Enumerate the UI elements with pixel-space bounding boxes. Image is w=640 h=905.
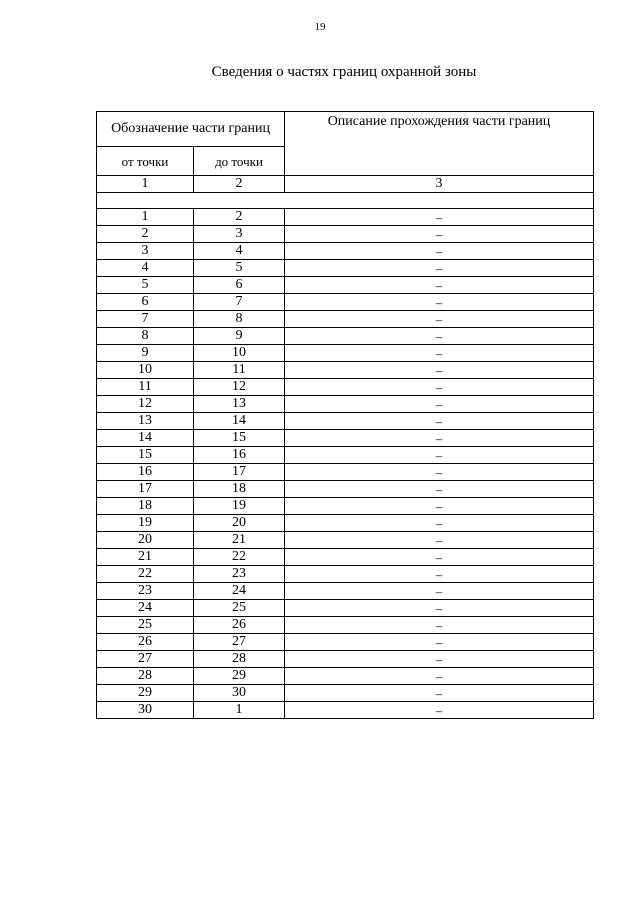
to-point-cell: 10 (194, 345, 285, 362)
table-row (97, 532, 594, 549)
table-row (97, 311, 594, 328)
column-number: 3 (285, 176, 594, 193)
from-point-cell: 4 (97, 260, 194, 277)
description-cell: – (285, 294, 594, 311)
description-cell: – (285, 498, 594, 515)
column-number-row (97, 176, 594, 193)
to-point-cell: 9 (194, 328, 285, 345)
to-point-cell: 7 (194, 294, 285, 311)
table-row (97, 634, 594, 651)
table-row (97, 464, 594, 481)
empty-cell (97, 193, 594, 209)
table-row (97, 447, 594, 464)
to-point-cell: 23 (194, 566, 285, 583)
table-row (97, 498, 594, 515)
description-cell: – (285, 515, 594, 532)
from-point-cell: 15 (97, 447, 194, 464)
to-point-cell: 1 (194, 702, 285, 719)
description-cell: – (285, 668, 594, 685)
table-row (97, 549, 594, 566)
to-point-cell: 29 (194, 668, 285, 685)
to-point-cell: 6 (194, 277, 285, 294)
table-row (97, 362, 594, 379)
to-point-cell: 24 (194, 583, 285, 600)
table-row (97, 617, 594, 634)
from-point-cell: 1 (97, 209, 194, 226)
description-cell: – (285, 532, 594, 549)
from-point-cell: 27 (97, 651, 194, 668)
table-row (97, 566, 594, 583)
to-point-cell: 4 (194, 243, 285, 260)
table-row (97, 277, 594, 294)
from-point-cell: 16 (97, 464, 194, 481)
to-point-cell: 8 (194, 311, 285, 328)
description-cell: – (285, 209, 594, 226)
table-row (97, 481, 594, 498)
to-point-cell: 15 (194, 430, 285, 447)
header-designation: Обозначение части границ (97, 112, 285, 147)
to-point-cell: 26 (194, 617, 285, 634)
table-header-row (97, 112, 594, 147)
to-point-cell: 22 (194, 549, 285, 566)
from-point-cell: 19 (97, 515, 194, 532)
description-cell: – (285, 651, 594, 668)
header-description: Описание прохождения части границ (285, 112, 594, 176)
to-point-cell: 16 (194, 447, 285, 464)
to-point-cell: 2 (194, 209, 285, 226)
column-number: 1 (97, 176, 194, 193)
to-point-cell: 18 (194, 481, 285, 498)
from-point-cell: 11 (97, 379, 194, 396)
from-point-cell: 2 (97, 226, 194, 243)
from-point-cell: 21 (97, 549, 194, 566)
description-cell: – (285, 430, 594, 447)
to-point-cell: 5 (194, 260, 285, 277)
table-row (97, 430, 594, 447)
from-point-cell: 25 (97, 617, 194, 634)
description-cell: – (285, 328, 594, 345)
description-cell: – (285, 379, 594, 396)
description-cell: – (285, 549, 594, 566)
from-point-cell: 17 (97, 481, 194, 498)
description-cell: – (285, 685, 594, 702)
table-row (97, 260, 594, 277)
to-point-cell: 17 (194, 464, 285, 481)
header-from-point: от точки (97, 147, 194, 176)
empty-separator-row (97, 193, 594, 209)
from-point-cell: 3 (97, 243, 194, 260)
table-row (97, 651, 594, 668)
to-point-cell: 11 (194, 362, 285, 379)
description-cell: – (285, 243, 594, 260)
description-cell: – (285, 226, 594, 243)
table-row (97, 583, 594, 600)
document-title: Сведения о частях границ охранной зоны (211, 64, 477, 80)
from-point-cell: 29 (97, 685, 194, 702)
to-point-cell: 21 (194, 532, 285, 549)
description-cell: – (285, 566, 594, 583)
to-point-cell: 19 (194, 498, 285, 515)
from-point-cell: 6 (97, 294, 194, 311)
table-row (97, 243, 594, 260)
table-row (97, 600, 594, 617)
to-point-cell: 14 (194, 413, 285, 430)
from-point-cell: 5 (97, 277, 194, 294)
description-cell: – (285, 583, 594, 600)
from-point-cell: 7 (97, 311, 194, 328)
description-cell: – (285, 396, 594, 413)
table-row (97, 328, 594, 345)
to-point-cell: 20 (194, 515, 285, 532)
to-point-cell: 3 (194, 226, 285, 243)
description-cell: – (285, 481, 594, 498)
from-point-cell: 8 (97, 328, 194, 345)
description-cell: – (285, 311, 594, 328)
table-row (97, 685, 594, 702)
header-to-point: до точки (194, 147, 285, 176)
column-number: 2 (194, 176, 285, 193)
from-point-cell: 28 (97, 668, 194, 685)
description-cell: – (285, 277, 594, 294)
from-point-cell: 26 (97, 634, 194, 651)
from-point-cell: 24 (97, 600, 194, 617)
table-row (97, 379, 594, 396)
from-point-cell: 22 (97, 566, 194, 583)
from-point-cell: 10 (97, 362, 194, 379)
description-cell: – (285, 464, 594, 481)
from-point-cell: 12 (97, 396, 194, 413)
from-point-cell: 13 (97, 413, 194, 430)
table-row (97, 345, 594, 362)
boundary-parts-table (96, 111, 594, 719)
to-point-cell: 28 (194, 651, 285, 668)
table-row (97, 294, 594, 311)
description-cell: – (285, 702, 594, 719)
table-row (97, 226, 594, 243)
table-row (97, 515, 594, 532)
from-point-cell: 9 (97, 345, 194, 362)
to-point-cell: 30 (194, 685, 285, 702)
to-point-cell: 25 (194, 600, 285, 617)
to-point-cell: 12 (194, 379, 285, 396)
description-cell: – (285, 260, 594, 277)
description-cell: – (285, 345, 594, 362)
table-row (97, 396, 594, 413)
from-point-cell: 18 (97, 498, 194, 515)
description-cell: – (285, 413, 594, 430)
table-row (97, 413, 594, 430)
description-cell: – (285, 362, 594, 379)
table-row (97, 702, 594, 719)
description-cell: – (285, 617, 594, 634)
page-number: 19 (314, 21, 326, 33)
table-row (97, 668, 594, 685)
description-cell: – (285, 634, 594, 651)
from-point-cell: 20 (97, 532, 194, 549)
description-cell: – (285, 447, 594, 464)
to-point-cell: 13 (194, 396, 285, 413)
from-point-cell: 30 (97, 702, 194, 719)
from-point-cell: 23 (97, 583, 194, 600)
table-row (97, 209, 594, 226)
description-cell: – (285, 600, 594, 617)
to-point-cell: 27 (194, 634, 285, 651)
from-point-cell: 14 (97, 430, 194, 447)
